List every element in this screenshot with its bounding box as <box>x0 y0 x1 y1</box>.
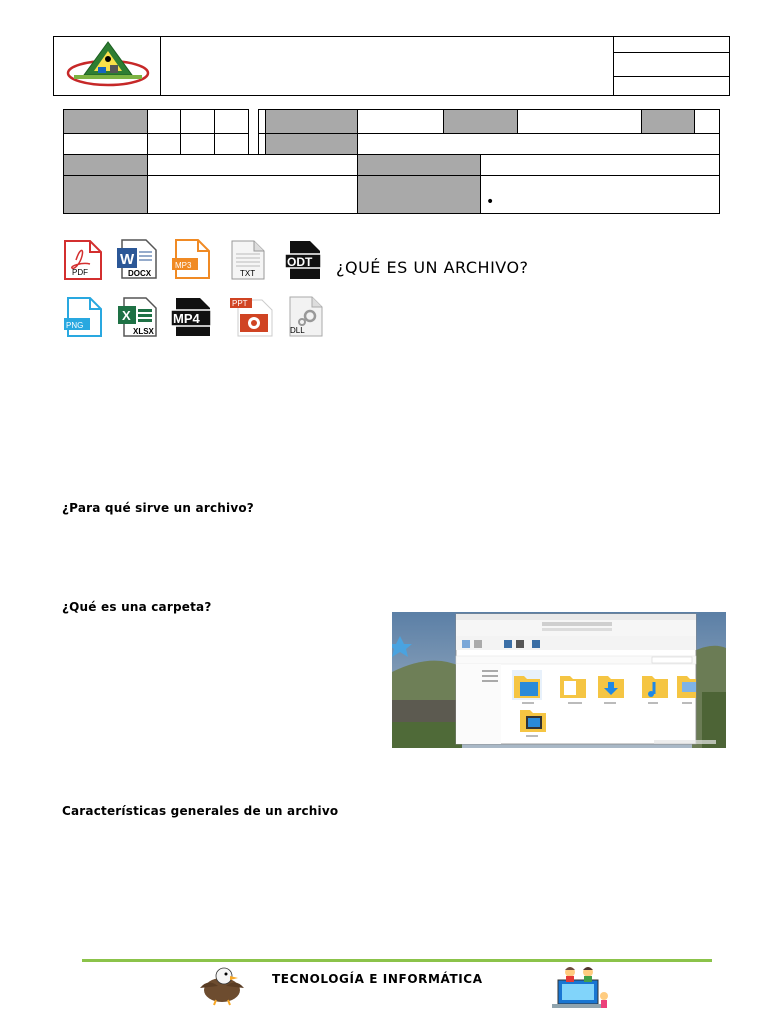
form-value-cell[interactable] <box>147 175 358 214</box>
txt-icon <box>228 240 268 280</box>
header-side-cell-3 <box>614 77 729 95</box>
form-label-cell <box>265 109 358 134</box>
xlsx-icon <box>114 296 160 338</box>
form-value-cell[interactable] <box>180 133 215 155</box>
form-value-cell[interactable] <box>357 133 720 155</box>
ppt-icon <box>228 296 274 338</box>
form-label-cell <box>357 175 481 214</box>
pdf-icon <box>62 240 104 280</box>
document-header-table <box>53 36 730 96</box>
question-folder: ¿Qué es una carpeta? <box>62 600 212 614</box>
form-label-cell <box>63 154 148 176</box>
header-side-cell-1 <box>614 37 729 53</box>
png-icon-label: PNG <box>66 321 84 330</box>
form-label-cell <box>357 154 481 176</box>
bullet-mark: • <box>486 194 495 210</box>
question-purpose: ¿Para qué sirve un archivo? <box>62 501 254 515</box>
file-explorer-screenshot <box>392 612 726 748</box>
form-value-cell[interactable] <box>480 175 720 214</box>
dll-icon-label: DLL <box>290 326 305 335</box>
odt-icon-label: ODT <box>287 255 313 269</box>
form-value-cell[interactable] <box>357 109 444 134</box>
form-value-cell[interactable] <box>214 109 249 134</box>
pdf-icon-label: PDF <box>72 268 88 277</box>
ppt-icon-label: PPT <box>232 299 248 308</box>
form-value-cell[interactable] <box>214 133 249 155</box>
form-label-cell <box>641 109 695 134</box>
mp4-icon-label: MP4 <box>173 311 200 326</box>
footer-subject: TECNOLOGÍA E INFORMÁTICA <box>272 972 483 986</box>
question-features: Características generales de un archivo <box>62 804 339 818</box>
docx-badge: W <box>120 251 135 268</box>
form-value-cell[interactable] <box>147 109 181 134</box>
mp3-icon <box>170 238 212 280</box>
form-value-cell[interactable] <box>180 109 215 134</box>
form-value-cell[interactable] <box>147 133 181 155</box>
kids-computer-icon <box>548 964 612 1012</box>
txt-icon-label: TXT <box>240 269 256 278</box>
xlsx-icon-label: XLSX <box>133 327 154 336</box>
header-title-cell <box>161 37 614 95</box>
school-logo-icon <box>54 37 161 95</box>
mp3-icon-label: MP3 <box>175 261 192 270</box>
form-label-cell <box>265 133 358 155</box>
form-label-cell <box>63 175 148 214</box>
mp4-icon <box>170 296 214 338</box>
eagle-mascot-icon <box>198 966 246 1006</box>
odt-icon <box>284 240 324 280</box>
file-explorer-image <box>392 612 726 748</box>
form-value-cell[interactable] <box>480 154 720 176</box>
png-icon <box>62 296 104 338</box>
form-label-cell <box>63 109 148 134</box>
form-label-cell <box>443 109 518 134</box>
docx-icon-label: DOCX <box>128 269 152 278</box>
footer-divider <box>82 959 712 962</box>
header-side-cell-2 <box>614 53 729 77</box>
dll-icon <box>286 296 326 338</box>
main-title: ¿QUÉ ES UN ARCHIVO? <box>336 258 529 277</box>
form-value-cell[interactable] <box>694 109 720 134</box>
logo-cell <box>54 37 161 95</box>
form-value-cell[interactable] <box>63 133 148 155</box>
svg-text:X: X <box>122 308 131 323</box>
form-value-cell[interactable] <box>147 154 358 176</box>
form-value-cell[interactable] <box>517 109 642 134</box>
docx-icon <box>114 238 160 280</box>
